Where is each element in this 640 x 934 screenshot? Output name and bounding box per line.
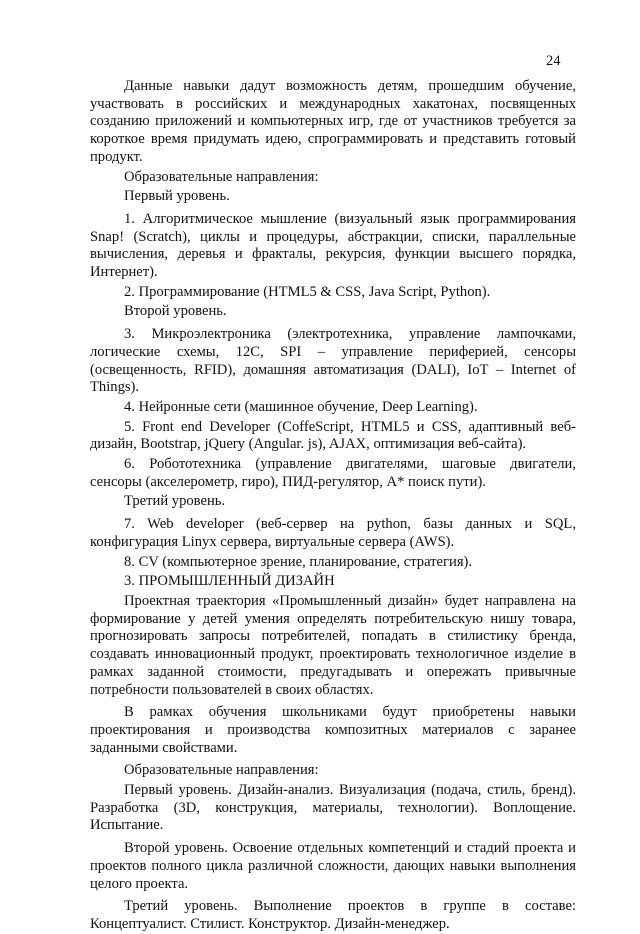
section-title-industrial-design: 3. ПРОМЫШЛЕННЫЙ ДИЗАЙН <box>124 573 335 590</box>
list-item-4: 4. Нейронные сети (машинное обучение, Deep Learning). <box>124 398 478 415</box>
paragraph-design-trajectory: Проектная траектория «Промышленный дизайн» будет направлена на формирование у детей умения определять потребительскую нишу товара, прогнозировать запросы потребителей, попадать в стилистику бренда, создавать инновационный продукт, проектировать технологичное изделие в рамках заданной стоимости, предугадывать и опережать привычные потребности пользователей в своих областях. <box>90 592 576 698</box>
level-first-design: Первый уровень. Дизайн-анализ. Визуализация (подача, стиль, бренд). Разработка (3D, конструкция, материалы, технологии). Воплощение. Испытание. <box>90 782 576 834</box>
page-body <box>90 78 576 934</box>
section-heading-directions-2: Образовательные направления: <box>124 762 319 779</box>
list-item-8: 8. CV (компьютерное зрение, планирование, стратегия). <box>124 553 473 570</box>
list-item-3: 3. Микроэлектроника (электротехника, управление лампочками, логические схемы, 12C, SPI – управление периферией, сенсоры (освещенность, RFID), домашняя автоматизация (DALI), IoT – Internet of Things). <box>90 326 576 396</box>
list-item-7: 7. Web developer (веб-сервер на python, базы данных и SQL, конфигурация Linyx сервера, виртуальные сервера (AWS). <box>90 516 576 550</box>
level-heading-first: Первый уровень. <box>124 188 230 205</box>
section-heading-directions: Образовательные направления: <box>124 168 319 185</box>
level-heading-second: Второй уровень. <box>124 303 227 320</box>
level-heading-third: Третий уровень. <box>124 493 226 510</box>
page-number: 24 <box>546 53 561 69</box>
list-item-6: 6. Робототехника (управление двигателями, шаговые двигатели, сенсоры (акселерометр, гиро), ПИД-регулятор, А* поиск пути). <box>90 456 576 490</box>
level-third-design: Третий уровень. Выполнение проектов в группе в составе: Концептуалист. Стилист. Конструктор. Дизайн-менеджер. <box>90 898 576 932</box>
level-second-design: Второй уровень. Освоение отдельных компетенций и стадий проекта и проектов полного цикла различной сложности, дающих навыки выполнения целого проекта. <box>90 840 576 892</box>
list-item-5: 5. Front end Developer (CoffeScript, HTML5 и CSS, адаптивный веб-дизайн, Bootstrap, jQuery (Angular. js), AJAX, оптимизация веб-сайта). <box>90 418 576 453</box>
paragraph-composite-materials: В рамках обучения школьниками будут приобретены навыки проектирования и производства композитных материалов с заранее заданными свойствами. <box>90 704 576 756</box>
list-item-1: 1. Алгоритмическое мышление (визуальный язык программирования Snap! (Scratch), циклы и процедуры, абстракции, списки, параллельные вычисления, деревья и фракталы, рекурсия, функции высшего порядка, Интернет). <box>90 210 576 281</box>
paragraph-intro: Данные навыки дадут возможность детям, прошедшим обучение, участвовать в российских и международных хакатонах, посвященных созданию приложений и компьютерных игр, где от участников требуется за короткое время придумать идею, спрограммировать и представить готовый продукт. <box>90 78 576 165</box>
list-item-2: 2. Программирование (HTML5 & CSS, Java Script, Python). <box>124 283 491 300</box>
